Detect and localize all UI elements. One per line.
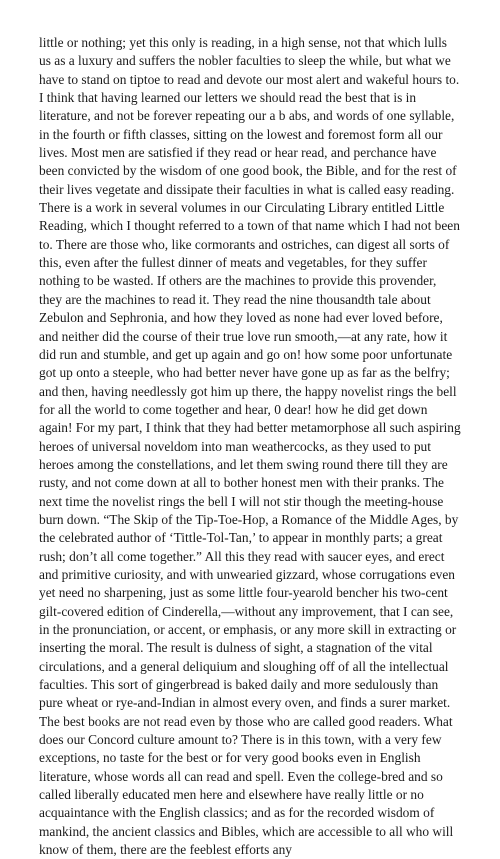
paragraph-best-books: The best books are not read even by those who are called good readers. What does our Concord culture amount to? There is in this town, with a very few exceptions, no taste for the best or for very good books even in English literature, whose words all can read and spell. Even the college-bred and so called liberally educated men here and elsewhere have really little or no acquaintance with the English classics; and as for the recorded wisdom of mankind, the ancient classics and Bibles, which are accessible to all who will know of them, there are the feeblest efforts any xyxy=(39,713,454,858)
paragraph-continuation: little or nothing; yet this only is reading, in a high sense, not that which lulls us as a luxury and suffers the nobler faculties to sleep the while, but what we have to stand on tiptoe to read and devote our most alert and wakeful hours to. xyxy=(39,35,460,87)
paragraph-easy-reading: I think that having learned our letters we should read the best that is in literature, and not be forever repeating our a b abs, and words of one syllable, in the fourth or fifth classes, sitting on the lowest and foremost form all our lives. Most men are satisfied if they read or hear read, and perchance have been convicted by the wisdom of one good book, the Bible, and for the rest of their lives vegetate and dissipate their faculties in what is called easy reading. There is a work in several volumes in our Circulating Library entitled Little Reading, which I thought referred to a town of that name which I had not been to. There are those who, like cormorants and ostriches, can digest all sorts of this, even after the fullest dinner of meats and vegetables, for they suffer nothing to be wasted. If others are the machines to provide this provender, they are the machines to read it. They read the nine thousandth tale about Zebulon and Sephronia, and how they loved as none had ever loved before, and neither did the course of their true love run smooth,—at any rate, how it did run and stumble, and get up again and go on! how some poor unfortunate got up onto a steeple, who had better never have gone up as far as the belfry; and then, having needlessly got him up there, the happy novelist rings the bell for all the world to come together and hear, 0 dear! how he did get down again! For my part, I think that they had better metamorphose all such aspiring heroes of universal noveldom into man weathercocks, as they used to put heroes among the constellations, and let them swing round there till they are rusty, and not come down at all to bother honest men with their pranks. The next time the novelist rings the bell I will not stir though the meeting-house burn down. “The Skip of the Tip-Toe-Hop, a Romance of the Middle Ages, by the celebrated author of ‘Tittle-Tol-Tan,’ to appear in monthly parts; a great rush; don’t all come together.” All this they read with saucer eyes, and erect and primitive curiosity, and with unwearied gizzard, whose corrugations even yet need no sharpening, just as some little four-yearold bencher his two-cent gilt-covered edition of Cinderella,—without any improvement, that I can see, in the pronunciation, or accent, or emphasis, or any more skill in extracting or inserting the moral. The result is dulness of sight, a stagnation of the vital circulations, and a general deliquium and sloughing off of all the intellectual faculties. This sort of gingerbread is baked daily and more sedulously than pure wheat or rye-and-Indian in almost every oven, and finds a surer market. xyxy=(39,90,461,711)
